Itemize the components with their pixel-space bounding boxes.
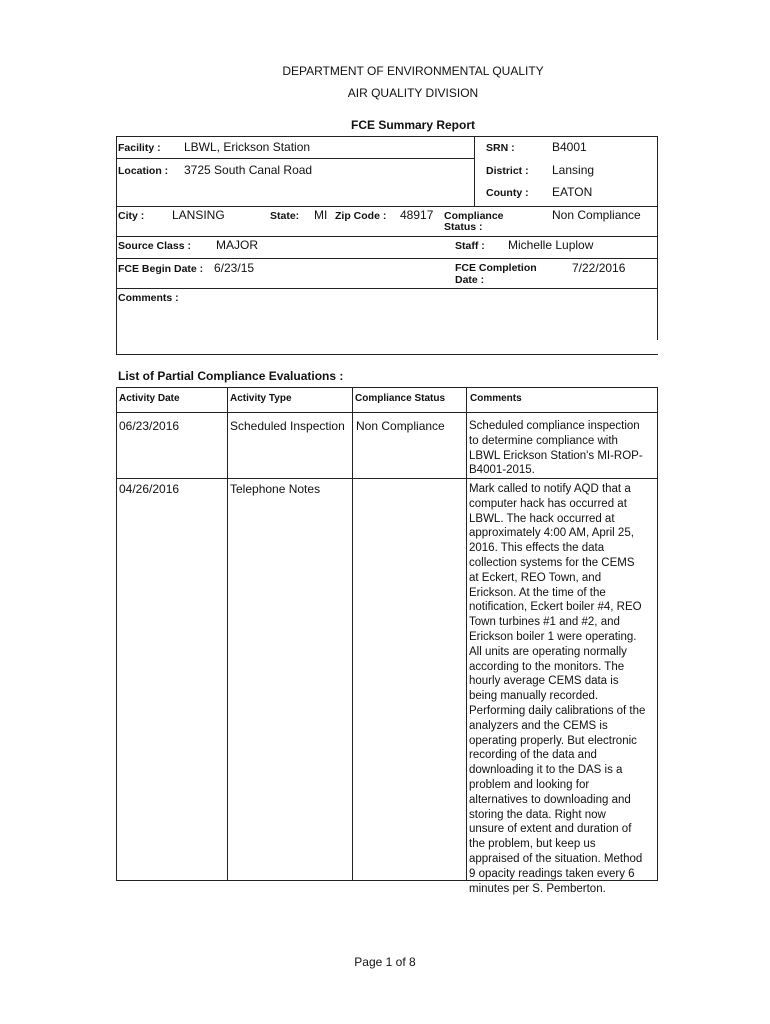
division-heading: AIR QUALITY DIVISION — [347, 86, 479, 100]
page-number: Page 1 of 8 — [354, 955, 416, 969]
compliance-status: Non Compliance — [356, 419, 445, 433]
location-value: 3725 South Canal Road — [184, 163, 313, 177]
compliance-value: Non Compliance — [552, 208, 641, 222]
fce-begin-value: 6/23/15 — [214, 261, 255, 275]
compliance-label-status: Status : — [444, 221, 483, 233]
source-class-label: Source Class : — [118, 240, 191, 252]
staff-value: Michelle Luplow — [508, 238, 594, 252]
city-label: City : — [118, 210, 145, 222]
staff-label: Staff : — [455, 240, 485, 252]
state-value: MI — [314, 208, 328, 222]
column-header-compliance-status: Compliance Status — [355, 393, 446, 404]
activity-type: Scheduled Inspection — [230, 419, 345, 433]
department-heading: DEPARTMENT OF ENVIRONMENTAL QUALITY — [282, 64, 544, 78]
comments-label: Comments : — [118, 292, 179, 304]
activity-type: Telephone Notes — [230, 482, 321, 496]
city-value: LANSING — [172, 208, 225, 222]
column-header-activity-date: Activity Date — [119, 393, 180, 404]
zip-value: 48917 — [400, 208, 434, 222]
fce-completion-value: 7/22/2016 — [572, 261, 626, 275]
facility-value: LBWL, Erickson Station — [184, 140, 311, 154]
srn-value: B4001 — [552, 140, 587, 154]
zip-label: Zip Code : — [335, 210, 387, 222]
pce-list-title: List of Partial Compliance Evaluations : — [118, 369, 344, 383]
column-header-activity-type: Activity Type — [230, 393, 292, 404]
district-value: Lansing — [552, 163, 595, 177]
activity-comments: Mark called to notify AQD that a computer hack has occurred at LBWL. The hack occurred at approximately 4:00 AM, April 25, 2016. This effects the data collection systems for the CEMS at Eckert, REO Town, and Erickson. At the time of the notification, Eckert boiler #4, REO Town turbines #1 and #2, and Erickson boiler 1 were operating. All units are operating normally according to the monitors. The hourly average CEMS data is being manually recorded. Performing daily calibrations of the analyzers and the CEMS is operating properly. But electronic recording of the data and downloading it to the DAS is a problem and looking for alternatives to downloading and storing the data. Right now unsure of extent and duration of the problem, but keep us appraised of the situation. Method 9 opacity readings taken every 6 minutes per S. Pemberton. — [469, 483, 646, 895]
fce-completion-label-date: Date : — [455, 274, 485, 286]
county-value: EATON — [552, 185, 593, 199]
district-label: District : — [486, 165, 529, 177]
srn-label: SRN : — [486, 142, 515, 154]
source-class-value: MAJOR — [216, 238, 258, 252]
fce-begin-label: FCE Begin Date : — [118, 263, 204, 275]
report-title: FCE Summary Report — [350, 118, 476, 132]
location-label: Location : — [118, 165, 169, 177]
activity-date: 06/23/2016 — [119, 419, 180, 433]
state-label: State: — [270, 210, 300, 222]
column-header-comments: Comments — [470, 393, 522, 404]
compliance-label: Compliance — [444, 210, 504, 222]
activity-comments: Scheduled compliance inspection to determine compliance with LBWL Erickson Station's MI-ROP- B4001-2015. — [469, 420, 643, 477]
fce-completion-label: FCE Completion — [455, 262, 537, 274]
county-label: County : — [486, 187, 529, 199]
activity-date: 04/26/2016 — [119, 482, 180, 496]
facility-label: Facility : — [118, 142, 161, 154]
